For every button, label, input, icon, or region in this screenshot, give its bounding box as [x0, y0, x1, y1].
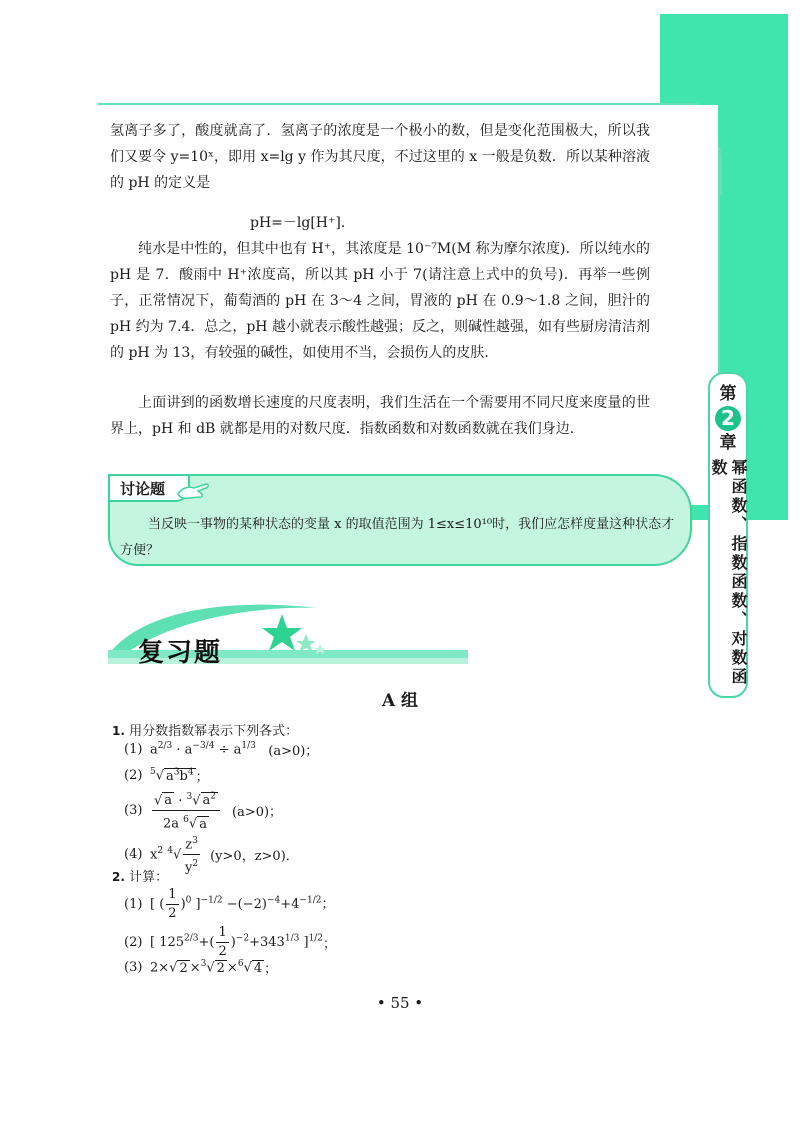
pointing-hand-icon	[176, 480, 210, 502]
item-condition: (a>0)；	[268, 744, 319, 759]
page-number: • 55 •	[376, 994, 424, 1012]
chapter-number: 2	[715, 406, 741, 431]
item-label: (4)	[124, 847, 143, 863]
item-label: (3)	[124, 803, 143, 819]
group-a-heading: A 组	[381, 691, 419, 711]
math-expression: [ $125^{2/3}+$( $\frac{1}{2}$ )$^{-2}+343^{1/3}$ ]$^{1/2}$	[150, 925, 324, 959]
exercise-number: 2.	[112, 870, 125, 884]
exercise-2-item-3	[124, 958, 277, 977]
chapter-title: 幂函数、指数函数、对数函数	[709, 458, 748, 687]
page-frame-right	[718, 150, 720, 375]
item-condition: (y>0，z>0)．	[210, 849, 299, 865]
discussion-label: 讨论题	[108, 474, 190, 502]
exercise-prompt: 计算：	[129, 870, 169, 885]
exercise-number: 1.	[112, 724, 125, 738]
math-expression: $a^{2/3} \cdot a^{-3/4} \div a^{1/3}$	[150, 741, 256, 758]
exercise-1	[112, 720, 298, 739]
chapter-tab	[708, 372, 748, 698]
exercise-1-item-3	[124, 788, 282, 834]
page-frame-top	[98, 103, 698, 105]
math-expression: $x^2$ $^4$√ $\frac{z^3}{y^2}$	[150, 832, 210, 878]
exercise-2-item-2	[124, 924, 336, 961]
exercise-2-item-1	[124, 886, 334, 923]
item-label: (2)	[124, 768, 143, 783]
item-end: ；	[323, 937, 337, 952]
item-label: (1)	[124, 742, 143, 757]
ph-formula: pH=－lg[H⁺]．	[250, 215, 355, 231]
math-expression: [ ( $\frac{1}{2}$ )$^0$ ]$^{-1/2} -(-2)^{-4}+4^{-1/2}$；	[150, 887, 335, 921]
exercise-1-item-1	[124, 740, 318, 759]
paragraph-ph-examples: 纯水是中性的，但其中也有 H⁺，其浓度是 10⁻⁷M(M 称为摩尔浓度)．所以纯水的 pH 是 7．酸雨中 H⁺浓度高，所以其 pH 小于 7(请注意上式中的负号)．再举一些例子，正常情况下，葡萄酒的 pH 在 3～4 之间，胃液的 pH 在 0.9～1.8 之间，胆汁的 pH 约为 7.4．总之，pH 越小就表示酸性越强；反之，则碱性越强，如有些厨房清洁剂的 pH 为 13，有较强的碱性，如使用不当，会损伤人的皮肤．	[110, 241, 650, 361]
chapter-prefix: 第	[719, 384, 737, 404]
math-expression: $^5$√ $a^3b^4$	[150, 767, 194, 784]
item-end: ；	[264, 962, 278, 977]
item-condition: (a>0)；	[232, 805, 283, 821]
math-expression: $\frac{√ a \cdot ^3√ a^2}{2a ^6√ a}$	[152, 788, 220, 834]
exercise-prompt: 用分数指数幂表示下列各式：	[129, 724, 299, 739]
exercise-1-item-2	[124, 766, 209, 785]
review-title: 复习题	[138, 638, 223, 668]
item-label: (1)	[124, 897, 143, 912]
paragraph-ph-intro: 氢离子多了，酸度就高了．氢离子的浓度是一个极小的数，但是变化范围极大，所以我们又要令 y=10ˣ，即用 x=lg y 作为其尺度，不过这里的 x 一般是负数．所以某种溶液的 pH 的定义是	[110, 123, 650, 191]
paragraph-scale-summary: 上面讲到的函数增长速度的尺度表明，我们生活在一个需要用不同尺度来度量的世界上，pH 和 dB 就都是用的对数尺度．指数函数和对数函数就在我们身边．	[110, 395, 650, 437]
exercise-2	[112, 866, 168, 885]
item-label: (2)	[124, 935, 143, 950]
item-label: (3)	[124, 960, 143, 975]
item-end: ；	[195, 770, 209, 785]
discussion-question: 当反映一事物的某种状态的变量 x 的取值范围为 1≤x≤10¹⁰时，我们应怎样度量这种状态才方便？	[120, 517, 675, 558]
chapter-suffix: 章	[719, 432, 737, 453]
math-expression: 2×√ 2 ×$^3$√ 2 ×$^6$√ 4	[150, 959, 263, 976]
